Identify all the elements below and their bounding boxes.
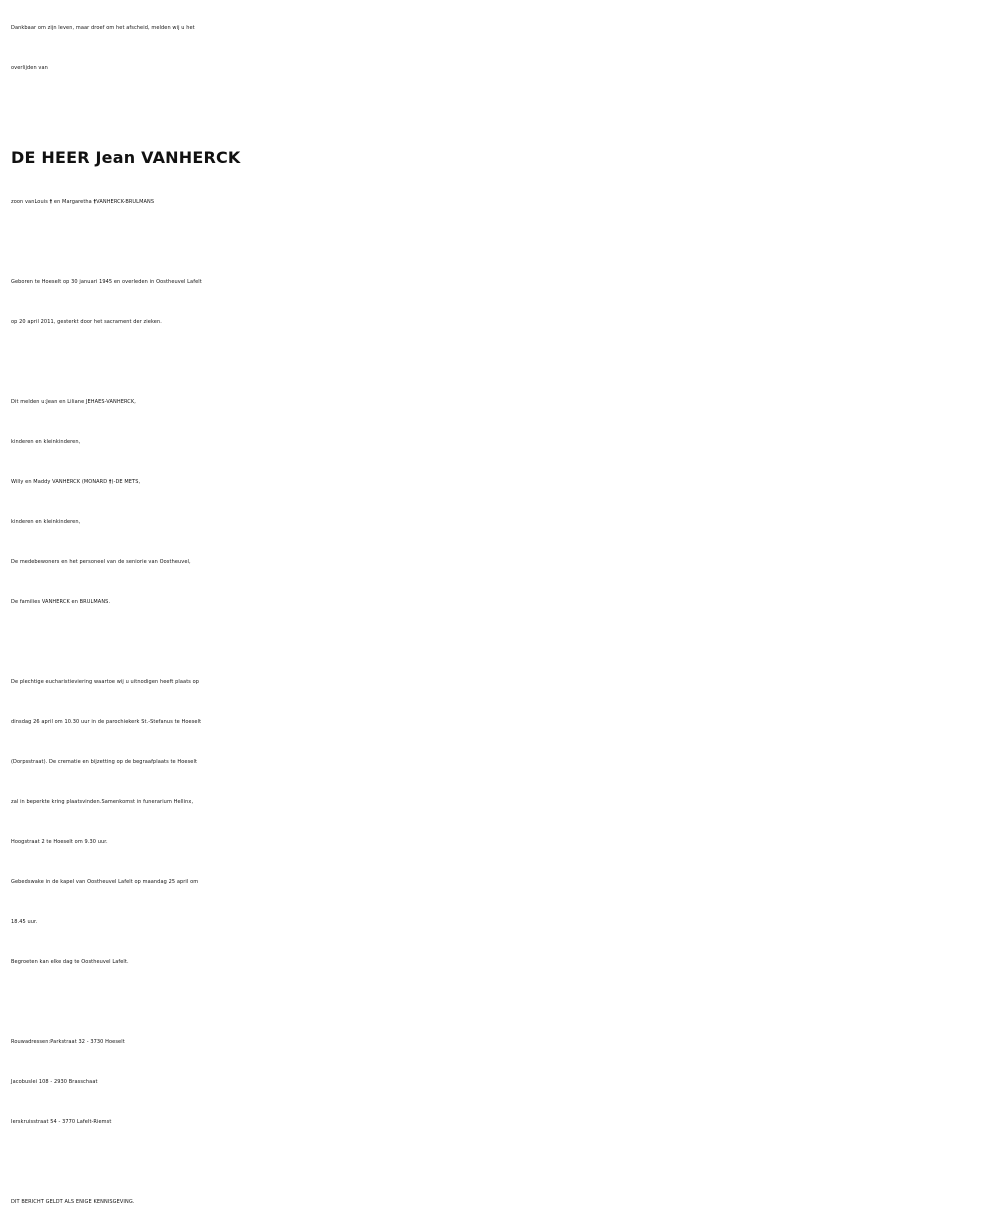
cross-icon: † bbox=[93, 199, 97, 205]
family-line: De families VANHERCK en BRULMANS. bbox=[11, 599, 111, 605]
parents-prefix: zoon vanLouis bbox=[11, 199, 50, 205]
family-line: De medebewoners en het personeel van de seniorie van Oostheuvel, bbox=[11, 559, 191, 565]
address-line: Ierskruisstraat 54 - 3770 Lafelt-Riemst bbox=[11, 1119, 112, 1125]
intro-line: overlijden van bbox=[11, 65, 48, 71]
ceremony-line: (Dorpsstraat). De crematie en bijzetting op de begraafplaats te Hoeselt bbox=[11, 759, 198, 765]
parents-mid: en Margaretha bbox=[52, 199, 94, 205]
family-line: Dit melden u:Jean en Liliane JEHAES-VANHERCK, bbox=[11, 399, 136, 405]
ceremony-line: dinsdag 26 april om 10.30 uur in de parochiekerk St.-Stefanus te Hoeselt bbox=[11, 719, 202, 725]
intro-line: Dankbaar om zijn leven, maar droef om het afscheid, melden wij u het bbox=[11, 25, 195, 31]
ceremony-line: De plechtige eucharistieviering waartoe wij u uitnodigen heeft plaats op bbox=[11, 679, 200, 685]
obituary-document bbox=[11, 8, 996, 1222]
notice-line: DIT BERICHT GELDT ALS ENIGE KENNISGEVING. bbox=[11, 1199, 135, 1205]
birth-death-line: Geboren te Hoeselt op 30 januari 1945 en overleden in Oostheuvel Lafelt bbox=[11, 279, 202, 285]
ceremony-line: Hoogstraat 2 te Hoeselt om 9.30 uur. bbox=[11, 839, 108, 845]
ceremony-line: 18.45 uur. bbox=[11, 919, 38, 925]
spacer bbox=[11, 982, 996, 1022]
family-line: kinderen en kleinkinderen, bbox=[11, 439, 81, 445]
cross-icon: † bbox=[108, 479, 112, 485]
parents-suffix: VANHERCK-BRULMANS bbox=[96, 199, 155, 205]
cross-icon: † bbox=[49, 199, 53, 205]
ceremony-line: zal in beperkte kring plaatsvinden.Samenkomst in funerarium Hellinx, bbox=[11, 799, 194, 805]
spacer bbox=[11, 342, 996, 382]
spacer bbox=[11, 1142, 996, 1182]
intro-paragraph bbox=[11, 8, 996, 88]
deceased-name: DE HEER Jean VANHERCK bbox=[11, 148, 241, 167]
address-line: Jacobuslei 108 - 2930 Brasschaat bbox=[11, 1079, 98, 1085]
ceremony-paragraph bbox=[11, 662, 996, 982]
ceremony-line: Gebedswake in de kapel van Oostheuvel Lafelt op maandag 25 april om bbox=[11, 879, 199, 885]
family-line-prefix: Willy en Maddy VANHERCK (MONARD bbox=[11, 479, 109, 485]
addresses-paragraph bbox=[11, 1022, 996, 1142]
birth-death-paragraph bbox=[11, 262, 996, 342]
ceremony-line: Begroeten kan elke dag te Oostheuvel Lafelt. bbox=[11, 959, 129, 965]
family-line: kinderen en kleinkinderen, bbox=[11, 519, 81, 525]
address-line: Rouwadressen:Parkstraat 32 - 3730 Hoeselt bbox=[11, 1039, 125, 1045]
family-line-suffix: )-DE METS, bbox=[111, 479, 141, 485]
spacer bbox=[11, 222, 996, 262]
birth-death-line: op 20 april 2011, gesterkt door het sacrament der zieken. bbox=[11, 319, 162, 325]
spacer bbox=[11, 622, 996, 662]
family-line bbox=[11, 462, 996, 502]
family-paragraph bbox=[11, 382, 996, 622]
parents-line bbox=[11, 182, 996, 222]
